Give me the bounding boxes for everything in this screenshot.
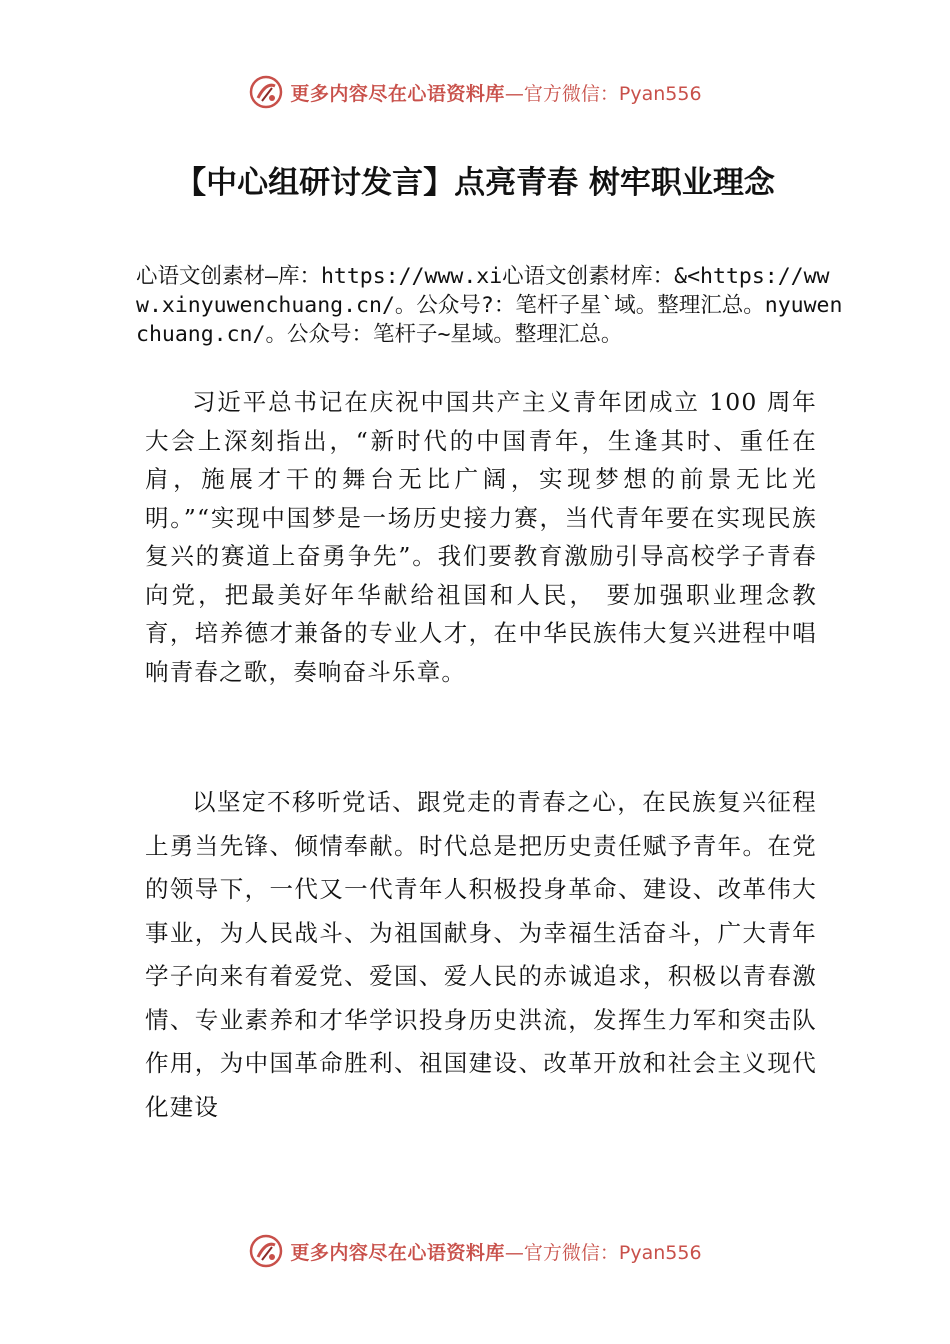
footer-banner-text: 更多内容尽在心语资料库 bbox=[290, 1241, 505, 1264]
body-paragraph-2: 以坚定不移听党话、跟党走的青春之心，在民族复兴征程上勇当先锋、倾情奉献。时代总是把历史责任赋予青年。在党的领导下，一代又一代青年人积极投身革命、建设、改革伟大事业，为人民战斗、为祖国献身、为幸福生活奋斗，广大青年学子向来有着爱党、爱国、爱人民的赤诚追求，积极以青春激情、专业素养和才华学识投身历史洪流，发挥生力军和突击队作用，为中国革命胜利、祖国建设、改革开放和社会主义现代化建设 bbox=[145, 788, 817, 1121]
brand-logo-icon bbox=[248, 74, 284, 110]
header-watermark-banner bbox=[0, 72, 950, 112]
footer-watermark-banner bbox=[0, 1231, 950, 1271]
header-banner-suffix: —官方微信：Pyan556 bbox=[504, 82, 702, 105]
body-paragraph-1: 习近平总书记在庆祝中国共产主义青年团成立 100 周年大会上深刻指出，“新时代的中国青年，生逢其时、重任在肩，施展才干的舞台无比广阔，实现梦想的前景无比光明。”“实现中国梦是一场历史接力赛，当代青年要在实现民族复兴的赛道上奋勇争先”。我们要教育激励引导高校学子青春向党，把最美好年华献给祖国和人民， 要加强职业理念教育，培养德才兼备的专业人才，在中华民族伟大复兴进程中唱响青春之歌，奏响奋斗乐章。 bbox=[145, 388, 817, 686]
document-title: 【中心组研讨发言】点亮青春 树牢职业理念 bbox=[175, 165, 775, 201]
source-note: 心语文创素材—库：https://www.xi心语文创素材库：&<https://www.xinyuwenchuang.cn/。公众号?：笔杆子星`域。整理汇总。nyuwenchuang.cn/。公众号：笔杆子~星域。整理汇总。 bbox=[136, 264, 843, 347]
header-banner-text: 更多内容尽在心语资料库 bbox=[290, 82, 505, 105]
footer-banner-suffix: —官方微信：Pyan556 bbox=[504, 1241, 702, 1264]
brand-logo-icon bbox=[248, 1233, 284, 1269]
